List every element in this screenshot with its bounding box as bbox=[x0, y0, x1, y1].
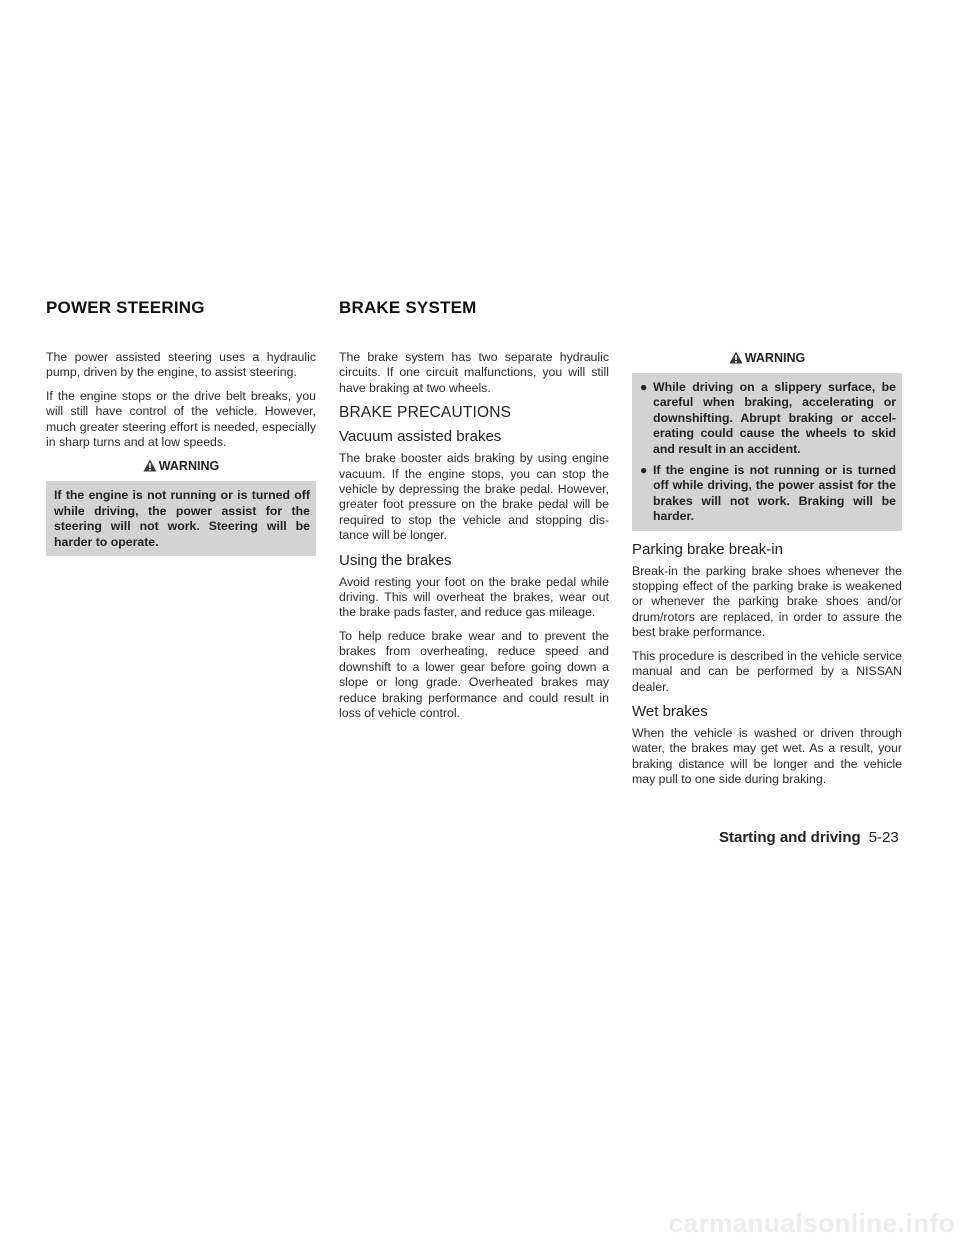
paragraph: To help reduce brake wear and to prevent the brakes from overheating, reduce speed and downshift to a lower gear before going down a slope or long grade. Overheated brakes may reduce braking performance and could result in loss of vehicle control. bbox=[339, 628, 609, 720]
subheading: Using the brakes bbox=[339, 551, 452, 569]
subsection-title: BRAKE PRECAUTIONS bbox=[339, 404, 512, 422]
warning-label: WARNING bbox=[158, 459, 220, 474]
warning-header bbox=[632, 350, 902, 373]
paragraph: If the engine stops or the drive belt breaks, you will still have control of the vehicle. However, much greater steering effort is needed, especially in sharp turns and at low speeds. bbox=[46, 388, 316, 450]
paragraph: Avoid resting your foot on the brake pedal while driving. This will overheat the brakes, wear out the brake pads faster, and reduce gas mileage. bbox=[339, 574, 609, 620]
warning-label: WARNING bbox=[744, 351, 806, 365]
column-brake-system-continued bbox=[632, 350, 902, 796]
footer-chapter: Starting and driving bbox=[719, 829, 861, 846]
paragraph: When the vehicle is washed or driven through water, the brakes may get wet. As a result, your braking distance will be longer and the vehicle may pull to one side during braking. bbox=[632, 725, 902, 787]
paragraph: The brake system has two separate hydraulic circuits. If one circuit malfunctions, you will still have braking at two wheels. bbox=[339, 350, 609, 395]
subheading: Parking brake break-in bbox=[632, 540, 783, 558]
bullet-icon: ● bbox=[640, 463, 648, 478]
paragraph: This procedure is described in the vehicle service manual and can be performed by a NISSAN dealer. bbox=[632, 648, 902, 694]
paragraph: The brake booster aids braking by using engine vacuum. If the engine stops, you can stop the vehicle by depressing the brake pedal. However, greater foot pressure on the brake pedal will be required to stop the vehicle and stopping dis- tance will be longer. bbox=[339, 451, 609, 543]
paragraph: Break-in the parking brake shoes whenever the stopping effect of the parking brake is weakened or whenever the parking brake shoes and/or drum/rotors are replaced, in order to assure the best brake performance. bbox=[632, 563, 902, 640]
page-footer bbox=[719, 829, 899, 846]
warning-box bbox=[46, 458, 316, 556]
warning-text: If the engine is not running or is turned off while driving, the power assist for the steering will not work. Steering will be harder to operate. bbox=[54, 488, 310, 549]
warning-list bbox=[632, 373, 902, 531]
watermark: carmanualsonline.info bbox=[668, 1208, 955, 1238]
subheading: Vacuum assisted brakes bbox=[339, 428, 502, 446]
subheading: Wet brakes bbox=[632, 702, 708, 720]
column-power-steering bbox=[46, 350, 316, 566]
list-item-text: If the engine is not running or is turned off while driving, the power assist for the brakes will not work. Braking will be harder. bbox=[653, 463, 896, 524]
warning-box bbox=[632, 350, 902, 531]
section-title-brake-system: BRAKE SYSTEM bbox=[339, 298, 477, 317]
column-brake-system bbox=[339, 350, 609, 729]
bullet-icon: ● bbox=[640, 380, 648, 394]
page-number: 5-23 bbox=[868, 829, 899, 846]
warning-header bbox=[46, 458, 316, 481]
warning-triangle-icon bbox=[729, 351, 743, 367]
list-item bbox=[640, 463, 896, 525]
list-item bbox=[640, 380, 896, 457]
warning-triangle-icon bbox=[143, 459, 157, 475]
section-title-power-steering: POWER STEERING bbox=[46, 298, 205, 317]
list-item-text: While driving on a slippery surface, be careful when braking, accelerating or downshifting. Abrupt braking or accel- erating could cause the wheels to skid and result in an accident. bbox=[653, 380, 896, 456]
paragraph: The power assisted steering uses a hydraulic pump, driven by the engine, to assist steering. bbox=[46, 350, 316, 380]
